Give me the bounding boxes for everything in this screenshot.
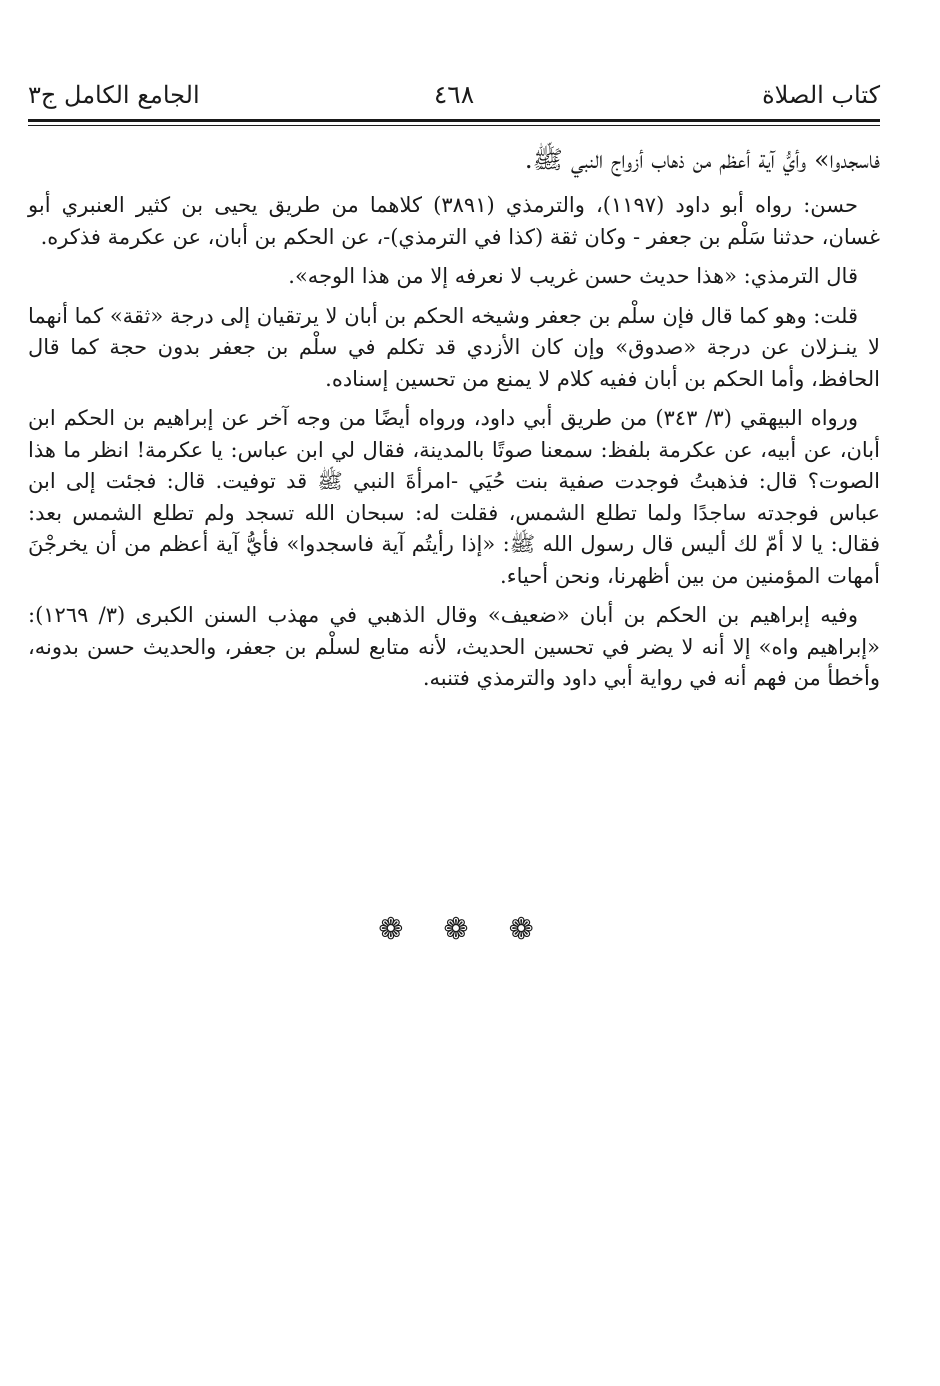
page-number: ٤٦٨ — [433, 80, 475, 109]
running-title-chapter: كتاب الصلاة — [762, 81, 880, 109]
flower-ornament-icon: ❁ — [443, 912, 497, 947]
tirmidhi-quote-paragraph: قال الترمذي: «هذا حديث حسن غريب لا نعرفه إلا من هذا الوجه». — [288, 264, 858, 288]
header-rule-thick — [28, 119, 880, 122]
header-rule-thin — [28, 125, 880, 126]
running-title-book: الجامع الكامل ج٣ — [28, 81, 200, 109]
page-header — [28, 78, 880, 118]
page-body — [28, 140, 880, 703]
author-comment-paragraph: قلت: وهو كما قال فإن سلْم بن جعفر وشيخه الحكم بن أبان لا يرتقيان إلى درجة «ثقة» كما أنهما لا ينـزلان عن درجة «صدوق» وإن كان الأزدي قد تكلم في سلْم بن جعفر بدون حجة كما قال الحافظ، وأما الحكم بن أبان ففيه كلام لا يمنع من تحسين إسناده. — [28, 303, 880, 391]
flower-ornament-icon: ❁ — [508, 912, 562, 947]
bayhaqi-narration-paragraph: ورواه البيهقي (٣/ ٣٤٣) من طريق أبي داود، ورواه أيضًا من وجه آخر عن إبراهيم بن الحكم ابن أبان، عن أبيه، عن عكرمة بلفظ: سمعنا صوتًا بالمدينة، فقال لي ابن عباس: يا عكرمة! انظر ما هذا الصوت؟ قال: فذهبتُ فوجدت صفية بنت حُيَي -امرأةَ النبي ﷺ قد توفيت. قال: فجئت إلى ابن عباس فوجدته ساجدًا ولما تطلع الشمس، فقلت له: سبحان الله تسجد ولم تطلع الشمس بعد: فقال: يا لا أمّ لك أليس قال رسول الله ﷺ: «إذا رأيتُم آية فاسجدوا» فأيُّ آية أعظم من أن يخرجْنَ أمهات المؤمنين من بين أظهرنا، ونحن أحياء. — [28, 406, 880, 588]
hadith-text-end: فاسجدوا» وأيُّ آية أعظم من ذهاب أزواج النبي ﷺ. — [524, 145, 880, 174]
grading-paragraph: حسن: رواه أبو داود (١١٩٧)، والترمذي (٣٨٩١) كلاهما من طريق يحيى بن كثير العنبري أبو غسان، حدثنا سَلْم بن جعفر - وكان ثقة (كذا في الترمذي)-، عن الحكم بن أبان، عن عكرمة فذكره. — [28, 193, 880, 249]
flower-ornament-icon: ❁ — [378, 912, 432, 947]
section-end-ornaments — [0, 912, 940, 947]
dhahabi-note-paragraph: وفيه إبراهيم بن الحكم بن أبان «ضعيف» وقال الذهبي في مهذب السنن الكبرى (٣/ ١٢٦٩): «إبراهيم واه» إلا أنه لا يضر في تحسين الحديث، لأنه متابع لسلْم بن جعفر، والحديث حسن بدونه، وأخطأ من فهم أنه في رواية أبي داود والترمذي فتنبه. — [28, 603, 880, 690]
